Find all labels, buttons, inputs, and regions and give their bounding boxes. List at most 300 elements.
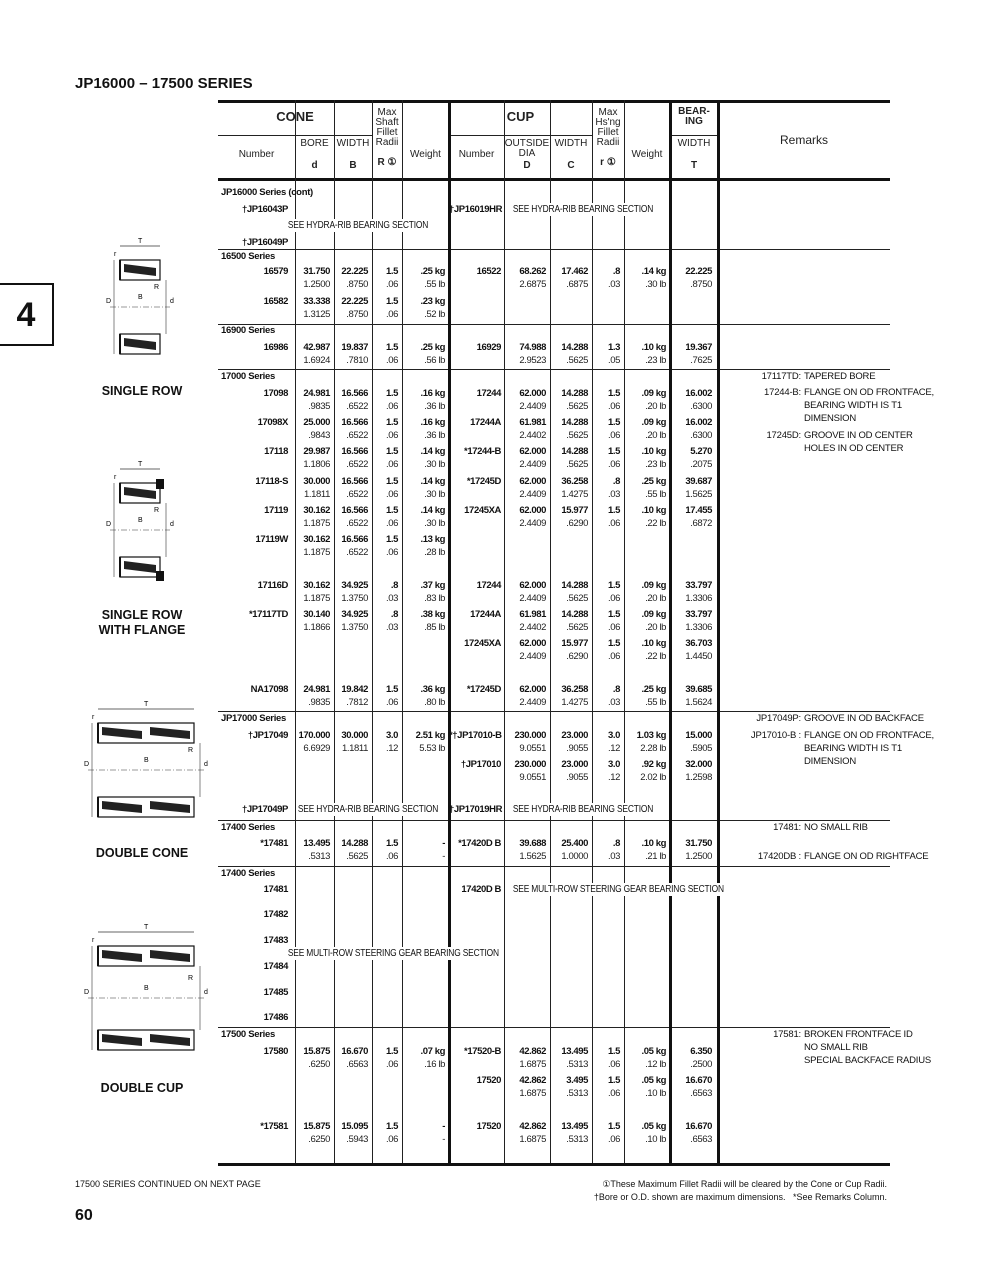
cup-od-imperial: 1.6875 <box>519 1088 546 1099</box>
cone-bore-imperial: 1.1866 <box>303 622 330 633</box>
remark-text: BEARING WIDTH IS T1 <box>804 743 902 754</box>
remark-key: 17581: <box>773 1029 801 1040</box>
cup-width-metric: 13.495 <box>561 1121 588 1132</box>
cone-width-cell <box>334 1120 368 1146</box>
cone-width-imperial: 1.1811 <box>342 743 368 754</box>
cone-bore-imperial: .9843 <box>308 430 330 441</box>
cup-od-imperial: 9.0551 <box>519 772 546 783</box>
cone-width-imperial: .6522 <box>346 489 368 500</box>
cup-width-cell <box>550 504 588 530</box>
cone-R-cell <box>372 1120 398 1146</box>
cup-weight-metric: .05 kg <box>641 1075 666 1086</box>
cup-weight-imperial: .30 lb <box>645 279 666 290</box>
cup-r-cell <box>592 445 620 471</box>
cone-bore-imperial: 1.1875 <box>303 547 330 558</box>
cup-od-imperial: 2.4409 <box>519 593 546 604</box>
cone-width-metric: 34.925 <box>341 580 368 591</box>
cone-R-metric: 1.5 <box>385 296 398 307</box>
remark-key: 17481: <box>773 822 801 833</box>
series-heading: JP16000 Series (cont) <box>221 187 313 198</box>
cup-r-metric: .8 <box>612 684 620 695</box>
bearing-width-metric: 15.000 <box>685 730 712 741</box>
bearing-width-cell <box>670 1045 712 1071</box>
cone-R-cell <box>372 533 398 559</box>
cone-bore-metric: 33.338 <box>303 296 330 307</box>
cup-r-metric: .8 <box>612 476 620 487</box>
cup-r-imperial: .12 <box>607 743 620 754</box>
cone-number: NA17098 <box>250 684 288 695</box>
cone-weight-cell <box>402 416 445 442</box>
series-divider <box>218 866 890 867</box>
cup-od-metric: 230.000 <box>514 730 546 741</box>
cone-width-imperial: .5625 <box>346 851 368 862</box>
cone-R-imperial: .06 <box>385 1134 398 1145</box>
remark-key: 17420DB : <box>757 851 801 862</box>
shaft-fillet-line: Fillet <box>376 127 398 138</box>
bearing-width-metric: 16.670 <box>685 1075 712 1086</box>
hsng-fillet-symbol: r ① <box>600 157 616 168</box>
bearing-width-imperial: .5905 <box>690 743 712 754</box>
cone-width-imperial: .7812 <box>346 697 368 708</box>
shaft-fillet-symbol: R ① <box>377 157 397 168</box>
cup-number: †JP17019HR <box>449 804 503 815</box>
cup-width-cell <box>550 265 588 291</box>
cup-weight-cell <box>624 475 666 501</box>
cup-weight-metric: .25 kg <box>641 476 666 487</box>
cone-weight-imperial: - <box>442 1134 445 1145</box>
cup-width-cell <box>550 475 588 501</box>
cup-weight-cell <box>624 608 666 634</box>
cup-r-cell <box>592 837 620 863</box>
svg-text:R: R <box>188 747 194 754</box>
cup-width-imperial: 1.4275 <box>561 697 588 708</box>
remark-text: SPECIAL BACKFACE RADIUS <box>804 1055 932 1066</box>
cone-bore-metric: 29.987 <box>303 446 330 457</box>
cup-weight-cell <box>624 1120 666 1146</box>
cup-r-metric: 1.5 <box>607 446 620 457</box>
cup-width-metric: 25.400 <box>561 838 588 849</box>
bearing-width-metric: 16.002 <box>685 417 712 428</box>
cone-number: 17119 <box>264 505 288 516</box>
cup-width-metric: 14.288 <box>561 388 588 399</box>
cup-od-cell <box>504 1045 546 1071</box>
cone-R-imperial: .06 <box>385 518 398 529</box>
bearing-width-imperial: .6300 <box>690 401 712 412</box>
cup-r-metric: 1.5 <box>607 580 620 591</box>
cone-weight-metric: .14 kg <box>420 446 445 457</box>
cup-width-imperial: .9055 <box>566 743 588 754</box>
cup-width-cell <box>550 1074 588 1100</box>
cup-width-imperial: .5625 <box>566 355 588 366</box>
cone-bore-metric: 13.495 <box>303 838 330 849</box>
cup-r-cell <box>592 579 620 605</box>
cone-R-imperial: .06 <box>385 401 398 412</box>
cup-header-rule <box>449 135 592 136</box>
cup-od-imperial: 2.4402 <box>519 430 546 441</box>
cup-od-imperial: 2.4409 <box>519 459 546 470</box>
cone-R-imperial: .06 <box>385 697 398 708</box>
cone-R-cell <box>372 729 398 755</box>
diagram-label-line: SINGLE ROW <box>101 608 183 622</box>
svg-text:B: B <box>144 985 149 992</box>
cone-bore-imperial: 1.1875 <box>303 593 330 604</box>
cup-r-cell <box>592 387 620 413</box>
cup-od-imperial: 2.4409 <box>519 401 546 412</box>
hsng-fillet-line: Fillet <box>597 127 619 138</box>
bearing-width-cell <box>670 265 712 291</box>
outside-dia-line: DIA <box>518 148 536 159</box>
cup-weight-metric: .10 kg <box>641 638 666 649</box>
cup-od-imperial: 9.0551 <box>519 743 546 754</box>
cup-od-imperial: 2.9523 <box>519 355 546 366</box>
cup-r-cell <box>592 608 620 634</box>
cone-R-cell <box>372 579 398 605</box>
bearing-width-metric: 17.455 <box>685 505 712 516</box>
cone-width-cell <box>334 837 368 863</box>
cone-bore-metric: 30.000 <box>303 476 330 487</box>
cone-weight-imperial: .56 lb <box>424 355 445 366</box>
cone-R-metric: 1.5 <box>385 417 398 428</box>
cup-weight-cell <box>624 387 666 413</box>
cup-od-cell <box>504 608 546 634</box>
cup-od-cell <box>504 683 546 709</box>
cone-R-cell <box>372 387 398 413</box>
cone-width-imperial: .8750 <box>346 309 368 320</box>
cup-od-metric: 68.262 <box>519 266 546 277</box>
cup-r-metric: 1.5 <box>607 609 620 620</box>
cup-r-cell <box>592 758 620 784</box>
cup-od-imperial: 2.4409 <box>519 489 546 500</box>
cup-width-cell <box>550 683 588 709</box>
cone-R-imperial: .03 <box>385 622 398 633</box>
cup-width-metric: 17.462 <box>561 266 588 277</box>
cone-bore-metric: 30.162 <box>303 534 330 545</box>
cup-number: *17245D <box>466 684 501 695</box>
cone-number: *17481 <box>260 838 288 849</box>
cup-r-metric: 1.5 <box>607 388 620 399</box>
cup-width-imperial: .6875 <box>566 279 588 290</box>
cup-width-imperial: .5313 <box>566 1134 588 1145</box>
cone-number: 17486 <box>263 1012 288 1023</box>
bearing-symbol: T <box>690 160 698 171</box>
cup-weight-imperial: .22 lb <box>645 651 666 662</box>
cup-od-imperial: 2.4409 <box>519 651 546 662</box>
cone-width-imperial: .6522 <box>346 430 368 441</box>
cone-weight-metric: .14 kg <box>420 505 445 516</box>
remark-text: TAPERED BORE <box>804 371 876 382</box>
cone-bore-cell <box>295 341 330 367</box>
cup-od-cell <box>504 837 546 863</box>
cone-weight-cell <box>402 1045 445 1071</box>
cup-r-cell <box>592 1074 620 1100</box>
cup-r-imperial: .06 <box>607 593 620 604</box>
cone-width-metric: 22.225 <box>341 266 368 277</box>
bearing-cross-section-icon <box>80 455 210 605</box>
cup-width-metric: 15.977 <box>561 505 588 516</box>
bearing-width-cell <box>670 341 712 367</box>
cone-weight-cell <box>402 729 445 755</box>
cone-weight-cell <box>402 504 445 530</box>
column-divider-thick <box>717 100 720 1163</box>
cone-number: 17482 <box>263 909 288 920</box>
cone-number: 17098X <box>257 417 288 428</box>
cone-bore-imperial: 1.1806 <box>303 459 330 470</box>
bearing-width-cell <box>670 608 712 634</box>
series-heading: 17500 Series <box>221 1029 275 1040</box>
cup-header: CUP <box>506 109 535 124</box>
cone-width-cell <box>334 445 368 471</box>
cone-width-metric: 30.000 <box>341 730 368 741</box>
cone-R-cell <box>372 837 398 863</box>
cup-width-imperial: .6290 <box>566 651 588 662</box>
bearing-cross-section-icon <box>80 918 210 1078</box>
bearing-width-imperial: .6300 <box>690 430 712 441</box>
cup-number: 17245XA <box>464 505 501 516</box>
cup-number: 17520 <box>476 1121 501 1132</box>
cup-r-metric: .8 <box>612 838 620 849</box>
cone-bore-metric: 15.875 <box>303 1046 330 1057</box>
cone-R-metric: 1.5 <box>385 684 398 695</box>
shaft-fillet-line: Shaft <box>375 117 399 128</box>
cone-width-cell <box>334 295 368 321</box>
svg-text:R: R <box>154 507 160 514</box>
bearing-header-line: BEAR- <box>678 106 710 117</box>
od-symbol: D <box>523 160 531 171</box>
cup-weight-imperial: 2.28 lb <box>640 743 666 754</box>
hsng-fillet-line: Hs'ng <box>595 117 621 128</box>
cone-bore-metric: 24.981 <box>303 684 330 695</box>
cup-od-cell <box>504 341 546 367</box>
bearing-width-imperial: 1.4450 <box>685 651 712 662</box>
remark-text: FLANGE ON OD RIGHTFACE <box>804 851 929 862</box>
svg-text:T: T <box>144 924 149 931</box>
cup-see-section-note: SEE HYDRA-RIB BEARING SECTION <box>512 804 654 815</box>
cup-od-cell <box>504 1074 546 1100</box>
bearing-width-metric: 22.225 <box>685 266 712 277</box>
cup-weight-cell <box>624 837 666 863</box>
cup-od-imperial: 1.5625 <box>519 851 546 862</box>
cup-number: 17520 <box>476 1075 501 1086</box>
cup-od-metric: 42.862 <box>519 1121 546 1132</box>
cone-weight-metric: .23 kg <box>420 296 445 307</box>
bearing-width-metric: 33.797 <box>685 580 712 591</box>
diagram-label <box>72 608 212 638</box>
cone-weight-cell <box>402 445 445 471</box>
cup-od-metric: 62.000 <box>519 684 546 695</box>
cup-od-metric: 42.862 <box>519 1046 546 1057</box>
cone-weight-cell <box>402 1120 445 1146</box>
bearing-width-cell <box>670 475 712 501</box>
bearing-width-cell <box>670 1074 712 1100</box>
svg-text:r: r <box>114 474 117 481</box>
cone-bore-imperial: 6.6929 <box>303 743 330 754</box>
cup-r-cell <box>592 504 620 530</box>
bearing-diagram-dcup <box>80 918 210 1078</box>
cone-bore-imperial: .9835 <box>308 697 330 708</box>
bearing-width-metric: 36.703 <box>685 638 712 649</box>
cone-bore-cell <box>295 445 330 471</box>
cone-width-cell <box>334 416 368 442</box>
cone-R-cell <box>372 295 398 321</box>
cone-number: †JP17049P <box>241 804 288 815</box>
cup-r-imperial: .06 <box>607 459 620 470</box>
cone-bore-imperial: 1.6924 <box>303 355 330 366</box>
bearing-width-imperial: 1.5624 <box>685 697 712 708</box>
remark-key: JP17049P: <box>756 713 801 724</box>
bearing-width-imperial: 1.3306 <box>685 593 712 604</box>
cone-bore-cell <box>295 533 330 559</box>
cup-weight-cell <box>624 1074 666 1100</box>
cone-number: *17581 <box>260 1121 288 1132</box>
cup-od-cell <box>504 1120 546 1146</box>
cone-bore-metric: 30.162 <box>303 505 330 516</box>
bearing-width-imperial: .2500 <box>690 1059 712 1070</box>
cone-R-cell <box>372 445 398 471</box>
series-heading: 17400 Series <box>221 822 275 833</box>
cup-r-cell <box>592 265 620 291</box>
cup-width-cell <box>550 758 588 784</box>
cup-od-cell <box>504 387 546 413</box>
cone-weight-metric: .16 kg <box>420 417 445 428</box>
cup-weight-cell <box>624 341 666 367</box>
cone-width-imperial: 1.3750 <box>341 622 368 633</box>
cone-R-metric: 1.5 <box>385 342 398 353</box>
cup-weight-imperial: .10 lb <box>645 1088 666 1099</box>
cone-weight-cell <box>402 295 445 321</box>
cup-number: 16522 <box>476 266 501 277</box>
cone-width-metric: 16.566 <box>341 505 368 516</box>
cup-width-metric: 3.495 <box>566 1075 588 1086</box>
bearing-header <box>670 107 718 127</box>
bearing-width-metric: 39.687 <box>685 476 712 487</box>
cone-R-imperial: .06 <box>385 459 398 470</box>
cup-weight-imperial: .12 lb <box>645 1059 666 1070</box>
cone-weight-metric: .36 kg <box>420 684 445 695</box>
cone-bore-metric: 170.000 <box>298 730 330 741</box>
cup-weight-imperial: .20 lb <box>645 430 666 441</box>
bearing-diagram-flange <box>80 455 210 605</box>
cone-bore-imperial: 1.2500 <box>303 279 330 290</box>
cup-width-metric: 13.495 <box>561 1046 588 1057</box>
cone-width-cell <box>334 387 368 413</box>
cone-weight-metric: .25 kg <box>420 342 445 353</box>
page-title: JP16000 – 17500 SERIES <box>75 75 253 92</box>
cup-od-metric: 230.000 <box>514 759 546 770</box>
bearing-cross-section-icon <box>80 232 210 382</box>
cone-width-metric: 16.566 <box>341 417 368 428</box>
bearing-cross-section-icon <box>80 695 210 845</box>
cup-r-cell <box>592 341 620 367</box>
table-rule-thick <box>218 1163 890 1166</box>
cup-see-section-note: SEE MULTI-ROW STEERING GEAR BEARING SECTION <box>512 884 724 895</box>
cup-r-metric: 3.0 <box>607 730 620 741</box>
cone-bore-imperial: 1.1811 <box>304 489 330 500</box>
cone-R-cell <box>372 416 398 442</box>
cone-R-imperial: .06 <box>385 309 398 320</box>
cone-width-imperial: .8750 <box>346 279 368 290</box>
cup-weight-metric: .10 kg <box>641 838 666 849</box>
cone-weight-imperial: .30 lb <box>424 459 445 470</box>
remarks-header: Remarks <box>779 133 828 147</box>
cup-od-imperial: 1.6875 <box>519 1134 546 1145</box>
diagram-label-line: DOUBLE CUP <box>100 1081 184 1095</box>
cup-weight-imperial: .21 lb <box>645 851 666 862</box>
bore-header: BORE <box>300 138 329 149</box>
cup-weight-metric: .25 kg <box>641 684 666 695</box>
cone-bore-cell <box>295 608 330 634</box>
cup-r-cell <box>592 683 620 709</box>
cone-weight-imperial: .36 lb <box>424 401 445 412</box>
series-heading: 17400 Series <box>221 868 275 879</box>
cup-number: 17420D B <box>461 884 501 895</box>
cup-width-imperial: .5625 <box>566 459 588 470</box>
cup-od-cell <box>504 475 546 501</box>
cone-width-cell <box>334 1045 368 1071</box>
cone-weight-cell <box>402 341 445 367</box>
cup-width-imperial: 1.4275 <box>561 489 588 500</box>
cup-weight-imperial: .23 lb <box>645 459 666 470</box>
cone-number: †JP16049P <box>241 237 288 248</box>
remark-key: 17245D: <box>766 430 801 441</box>
bearing-width-imperial: .6563 <box>690 1134 712 1145</box>
cone-weight-cell <box>402 265 445 291</box>
cone-width-metric: 15.095 <box>341 1121 368 1132</box>
cup-weight-imperial: 2.02 lb <box>640 772 666 783</box>
cone-width-imperial: .6522 <box>346 459 368 470</box>
cup-r-cell <box>592 416 620 442</box>
cone-number: 17481 <box>263 884 288 895</box>
remark-text: FLANGE ON OD FRONTFACE, <box>804 730 934 741</box>
table-rule-thick <box>218 178 890 181</box>
cone-R-metric: 1.5 <box>385 388 398 399</box>
hsng-fillet-line: Max <box>598 107 618 118</box>
cup-width-metric: 14.288 <box>561 446 588 457</box>
bearing-width-cell <box>670 729 712 755</box>
cup-weight-cell <box>624 1045 666 1071</box>
bearing-width-cell <box>670 445 712 471</box>
cone-R-cell <box>372 608 398 634</box>
cup-width-imperial: .9055 <box>566 772 588 783</box>
cup-weight-metric: .05 kg <box>641 1046 666 1057</box>
cone-number: 16582 <box>263 296 288 307</box>
cup-width-header: WIDTH <box>554 138 588 149</box>
cone-weight-cell <box>402 533 445 559</box>
cone-width-cell <box>334 265 368 291</box>
cone-bore-metric: 24.981 <box>303 388 330 399</box>
series-heading: 16900 Series <box>221 325 275 336</box>
cup-od-metric: 61.981 <box>519 417 546 428</box>
cone-R-metric: 1.5 <box>385 1046 398 1057</box>
cup-width-cell <box>550 1045 588 1071</box>
cone-weight-metric: .07 kg <box>420 1046 445 1057</box>
bearing-diagram-dcone <box>80 695 210 845</box>
remark-text: BEARING WIDTH IS T1 <box>804 400 902 411</box>
cup-width-imperial: .5625 <box>566 593 588 604</box>
cone-bore-metric: 31.750 <box>303 266 330 277</box>
cup-width-symbol: C <box>567 160 575 171</box>
cup-od-cell <box>504 445 546 471</box>
cup-number: *17245D <box>466 476 501 487</box>
cup-od-metric: 62.000 <box>519 505 546 516</box>
cup-width-imperial: 1.0000 <box>561 851 588 862</box>
cone-weight-imperial: .80 lb <box>424 697 445 708</box>
cone-R-cell <box>372 683 398 709</box>
cup-weight-metric: .14 kg <box>641 266 666 277</box>
bearing-width-metric: 5.270 <box>690 446 712 457</box>
cup-r-imperial: .12 <box>607 772 620 783</box>
svg-text:r: r <box>92 714 95 721</box>
cup-width-cell <box>550 729 588 755</box>
